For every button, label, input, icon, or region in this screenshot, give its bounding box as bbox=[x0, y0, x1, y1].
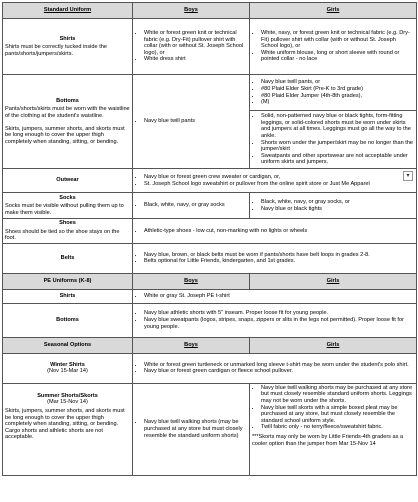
skorts-note: ***Skorts may only be worn by Little Friends-4th graders as a cooler option than the jumper from Mar 15-Nov 14 bbox=[252, 433, 404, 447]
list-item: • Athletic-type shoes - low cut, non-marking with no lights or wheels bbox=[144, 228, 414, 235]
category-cell bbox=[3, 219, 133, 244]
list-item: • White or forest green knit or technical fabric (e.g. Dry-Fit) pullover shirt with collar (with or without St. Joseph School logo), or bbox=[144, 30, 247, 56]
category-title: Outwear bbox=[56, 177, 79, 184]
row-shoes bbox=[3, 219, 417, 244]
list-item: • Solid, non-patterned navy blue or black tights, form-fitting leggings, or solid-colored shorts must be worn under skirts and jumpers at all times. Leggings must go all the way to the ankle. bbox=[261, 113, 414, 139]
category-cell bbox=[3, 303, 133, 337]
category-title: Bottoms bbox=[56, 97, 79, 104]
section-title: PE Uniforms (K-8) bbox=[3, 273, 133, 289]
category-title: Summer Shorts/Skorts bbox=[37, 392, 98, 399]
boys-cell bbox=[133, 193, 250, 219]
category-cell bbox=[3, 169, 133, 193]
category-cell bbox=[3, 193, 133, 219]
row-pe-bottoms bbox=[3, 303, 417, 337]
all-students-cell bbox=[133, 353, 417, 383]
category-note: Skirts, jumpers, summer shorts, and skorts must be long enough to cover the upper thigh completely when standing, sitting, or bending. bbox=[5, 125, 125, 145]
category-title: Socks bbox=[59, 194, 76, 201]
list-item: • #80 Plaid Elder Jumper (4th-8th grades), bbox=[261, 93, 414, 100]
list-item: • St. Joseph School logo sweatshirt or pullover from the online spirit store or Just Me Apparel bbox=[144, 181, 404, 188]
section-header-pe bbox=[3, 273, 417, 289]
category-cell bbox=[3, 353, 133, 383]
row-bottoms bbox=[3, 75, 417, 111]
column-header-boys: Boys bbox=[133, 3, 250, 19]
section-header-seasonal bbox=[3, 337, 417, 353]
list-item: • White or gray St. Joseph PE t-shirt bbox=[144, 293, 414, 300]
section-title: Seasonal Options bbox=[3, 337, 133, 353]
section-title: Standard Uniform bbox=[3, 3, 133, 19]
category-note: Cargo shorts and athletic shorts are not acceptable. bbox=[5, 427, 103, 441]
list-item: • Navy blue twill walking shorts may be purchased at any store but must closely resemble standard uniform shorts. Leggings may not be worn under the shorts. bbox=[261, 385, 414, 405]
boys-cell bbox=[133, 19, 250, 75]
list-item: • (M) bbox=[261, 99, 414, 106]
all-students-cell bbox=[133, 289, 417, 303]
column-header-boys: Boys bbox=[133, 273, 250, 289]
row-outwear bbox=[3, 169, 417, 193]
category-note: Skirts, jumpers, summer shorts, and skorts must be long enough to cover the upper thigh completely when standing, sitting, or bending. bbox=[5, 407, 125, 428]
girls-cell bbox=[250, 383, 417, 475]
category-note: Shirts must be correctly tucked inside the pants/shorts/jumpers/skirts. bbox=[5, 44, 107, 57]
list-item: • Navy blue sweatpants (logos, stripes, snaps, zippers or slits in the legs not permitted). Proper loose fit for young people. bbox=[144, 317, 414, 330]
category-cell bbox=[3, 289, 133, 303]
all-students-cell bbox=[133, 169, 417, 193]
list-item: • Navy blue twill walking shorts (may be purchased at any store but must closely resemble the standard uniform shorts) bbox=[144, 419, 247, 439]
list-item: • Black, white, navy, or gray socks bbox=[144, 202, 247, 209]
category-subtitle: (Nov 15-Mar 14) bbox=[47, 368, 88, 375]
section-header-standard bbox=[3, 3, 417, 19]
all-students-cell bbox=[133, 303, 417, 337]
row-winter-shirts bbox=[3, 353, 417, 383]
list-item: • Sweatpants and other sportswear are not acceptable under uniform skirts and jumpers. bbox=[261, 153, 414, 166]
list-item: • Twill fabric only - no terry/fleece/sweatshirt fabric. bbox=[261, 424, 414, 431]
list-item: • White, navy, or forest green knit or technical fabric (e.g. Dry-Fit) pullover shirt with collar (with or without St. Joseph School logo), or bbox=[261, 30, 414, 50]
category-note: Socks must be visible without pulling them up to make them visible. bbox=[5, 203, 124, 216]
row-shirts bbox=[3, 19, 417, 75]
list-item: • Navy blue or forest green cardigan or fleece school pullover. bbox=[144, 368, 414, 375]
category-note: Pants/shorts/skirts must be worn with the waistline of the clothing at the student's waistline. bbox=[5, 106, 130, 119]
category-cell bbox=[3, 75, 133, 169]
list-item: • Black, white, navy, or gray socks, or bbox=[261, 199, 414, 206]
chevron-down-icon[interactable]: ▾ bbox=[403, 171, 413, 181]
list-item: • White uniform blouse, long or short sleeve with round or pointed collar - no lace bbox=[261, 50, 414, 63]
list-item: • #80 Plaid Elder Skirt (Pre-K to 3rd grade) bbox=[261, 86, 414, 93]
category-title: Belts bbox=[60, 254, 75, 261]
column-header-boys: Boys bbox=[133, 337, 250, 353]
boys-cell bbox=[133, 383, 250, 475]
column-header-girls: Girls bbox=[250, 337, 417, 353]
category-title: Winter Shirts bbox=[50, 361, 85, 368]
category-subtitle: (Mar 15-Nov 14) bbox=[47, 399, 88, 406]
list-item: • Navy blue twill skorts with a simple boxed pleat may be purchased at any store, but must closely resemble the standard school uniform style. bbox=[261, 405, 414, 425]
list-item: • Shorts worn under the jumper/skirt may be no longer than the jumper/skirt bbox=[261, 140, 414, 153]
category-title: Shirts bbox=[59, 292, 76, 299]
category-title: Bottoms bbox=[56, 316, 79, 323]
list-item: • White or forest green turtleneck or unmarked long sleeve t-shirt may be worn under the student's polo shirt. bbox=[144, 362, 414, 369]
category-title: Shirts bbox=[59, 35, 76, 42]
list-item: • Belts optional for Little Friends, kindergarten, and 1st grades. bbox=[144, 258, 414, 265]
girls-cell bbox=[250, 75, 417, 111]
girls-cell bbox=[250, 19, 417, 75]
girls-cell bbox=[250, 193, 417, 219]
list-item: • White dress shirt bbox=[144, 56, 247, 63]
column-header-girls: Girls bbox=[250, 3, 417, 19]
category-cell bbox=[3, 383, 133, 475]
category-note: Shoes should be tied so the shoe stays on the foot. bbox=[5, 228, 120, 242]
girls-cell bbox=[250, 111, 417, 169]
list-item: • Navy blue, brown, or black belts must be worn if pants/shorts have belt loops in grades 2-8. bbox=[144, 252, 414, 259]
category-cell bbox=[3, 243, 133, 273]
row-pe-shirts bbox=[3, 289, 417, 303]
dress-code-table bbox=[2, 2, 417, 476]
row-socks bbox=[3, 193, 417, 219]
list-item: • Navy blue twill pants, or bbox=[261, 79, 414, 86]
row-belts bbox=[3, 243, 417, 273]
row-summer-shorts bbox=[3, 383, 417, 475]
column-header-girls: Girls bbox=[250, 273, 417, 289]
list-item: • Navy blue twill pants bbox=[144, 118, 247, 125]
category-title: Shoes bbox=[59, 220, 76, 226]
list-item: • Navy blue or forest green crew sweater or cardigan, or, bbox=[144, 174, 404, 181]
list-item: • Navy blue athletic shorts with 5" inseam. Proper loose fit for young people. bbox=[144, 310, 414, 317]
all-students-cell bbox=[133, 219, 417, 244]
boys-cell bbox=[133, 75, 250, 169]
category-cell bbox=[3, 19, 133, 75]
list-item: • Navy blue or black tights bbox=[261, 206, 414, 213]
all-students-cell bbox=[133, 243, 417, 273]
dress-code-document bbox=[2, 2, 416, 498]
